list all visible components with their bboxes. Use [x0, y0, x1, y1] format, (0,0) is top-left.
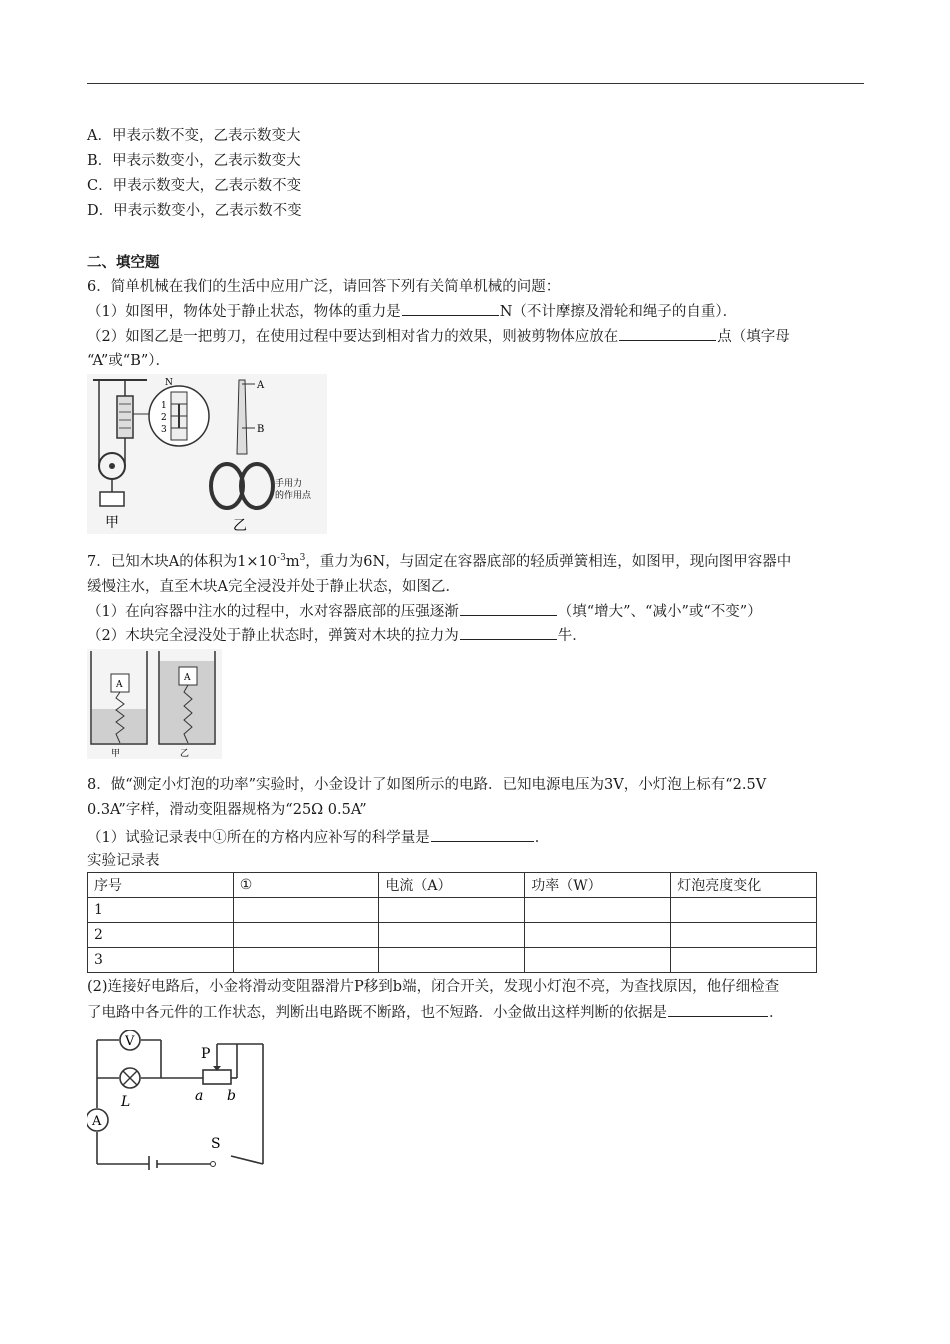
q7-answer-blank-1[interactable]	[460, 600, 557, 616]
lamp-label: L	[121, 1094, 131, 1110]
fig-label-b: B	[257, 424, 265, 435]
fig-label-n: N	[165, 378, 173, 388]
fig-hand-label-2: 的作用点	[275, 491, 312, 501]
q7-part1	[87, 600, 762, 623]
switch-label: S	[211, 1136, 221, 1152]
q6-part2-text-b: 点（填字母	[717, 329, 790, 345]
end-b-label: b	[227, 1088, 236, 1104]
ammeter-label: A	[92, 1114, 102, 1129]
q7-exponent-2: 3	[299, 553, 306, 564]
q8-part1-a: （1）试验记录表中①所在的方格内应补写的科学量是	[87, 830, 430, 846]
q6-part1-text-b: N（不计摩擦及滑轮和绳子的自重）．	[499, 304, 738, 320]
q7-line2: 缓慢注水，直至木块A完全浸没并处于静止状态，如图乙．	[87, 579, 460, 595]
q7-exponent: -3	[277, 553, 286, 564]
q8-part2-line1: (2)连接好电路后，小金将滑动变阻器滑片P移到b端，闭合开关，发现小灯泡不亮，为查找原因，他仔细检查	[87, 979, 780, 995]
q6-part1-text-a: （1）如图甲，物体处于静止状态，物体的重力是	[87, 304, 401, 320]
table-cell	[379, 948, 525, 973]
table-cell	[525, 948, 671, 973]
q8-part2-line2	[87, 1001, 784, 1024]
table-row	[88, 898, 817, 923]
q8-line2: 0.3A”字样，滑动变阻器规格为“25Ω 0.5A”	[87, 802, 367, 818]
fig7-caption-jia: 甲	[111, 749, 121, 759]
q7-figure	[87, 649, 222, 759]
option-d: D．甲表示数变小，乙表示数不变	[87, 203, 302, 219]
table-cell	[671, 898, 817, 923]
table-cell	[233, 898, 379, 923]
q7-part2-a: （2）木块完全浸没处于静止状态时，弹簧对木块的拉力为	[87, 628, 459, 644]
circuit-diagram	[87, 1030, 272, 1170]
table-cell	[525, 898, 671, 923]
table-row	[88, 948, 817, 973]
q6-answer-blank-2[interactable]	[619, 325, 716, 341]
table-cell	[671, 948, 817, 973]
table-cell	[671, 923, 817, 948]
table-header-cell: 电流（A）	[379, 873, 525, 898]
table-cell	[233, 948, 379, 973]
spring-scale-icon	[117, 396, 133, 438]
block-label-jia: A	[116, 680, 123, 690]
q7-part1-b: （填“增大”、“减小”或“不变”）	[557, 604, 762, 620]
q8-answer-blank-2[interactable]	[668, 1001, 768, 1017]
table-cell: 2	[88, 923, 234, 948]
table-row	[88, 923, 817, 948]
q6-part2-cont: “A”或“B”）．	[87, 353, 171, 369]
q7-answer-blank-2[interactable]	[460, 624, 557, 640]
table-header-cell: 功率（W）	[525, 873, 671, 898]
q8-line1: 8．做“测定小灯泡的功率”实验时，小金设计了如图所示的电路．已知电源电压为3V，小灯泡上标有“2.5V	[87, 777, 767, 793]
fig-label-a: A	[257, 380, 265, 391]
weight-block-icon	[100, 492, 124, 506]
option-c: C．甲表示数变大，乙表示数不变	[87, 178, 302, 194]
table-header-cell: 灯泡亮度变化	[671, 873, 817, 898]
table-header-cell: 序号	[88, 873, 234, 898]
q8-part2-b: ．	[769, 1005, 784, 1021]
fig7-caption-yi: 乙	[180, 749, 190, 759]
q7-part2	[87, 624, 587, 647]
q7-line1-b: m	[285, 554, 300, 570]
section-title: 二、填空题	[87, 254, 160, 271]
slider-label: P	[201, 1046, 211, 1062]
table-cell	[379, 898, 525, 923]
table-cell: 3	[88, 948, 234, 973]
q6-part1	[87, 300, 737, 323]
scissors-icon	[237, 380, 247, 454]
voltmeter-label: V	[125, 1034, 135, 1049]
header-rule	[87, 83, 864, 84]
q8-part2-a: 了电路中各元件的工作状态，判断出电路既不断路，也不短路．小金做出这样判断的依据是	[87, 1005, 667, 1021]
switch-icon	[211, 1162, 216, 1167]
option-a: A．甲表示数不变，乙表示数变大	[87, 128, 301, 144]
table-cell	[525, 923, 671, 948]
q8-answer-blank-1[interactable]	[431, 826, 534, 842]
fig-caption-yi: 乙	[233, 518, 247, 534]
experiment-record-table	[87, 872, 817, 973]
q6-stem: 6．简单机械在我们的生活中应用广泛，请回答下列有关简单机械的问题：	[87, 279, 561, 295]
table-cell	[379, 923, 525, 948]
fig-caption-jia: 甲	[105, 515, 119, 531]
option-b: B．甲表示数变小，乙表示数变大	[87, 153, 301, 169]
table-cell	[233, 923, 379, 948]
scale-mark-1: 1	[161, 401, 167, 411]
table-cell: 1	[88, 898, 234, 923]
q7-line1	[87, 551, 791, 573]
q6-answer-blank-1[interactable]	[402, 300, 499, 316]
end-a-label: a	[195, 1088, 204, 1104]
table-caption: 实验记录表	[87, 853, 160, 869]
fig-hand-label-1: 手用力	[275, 479, 303, 489]
q8-part1-b: ．	[534, 830, 550, 846]
scale-mark-3: 3	[161, 425, 167, 435]
q6-part2-text-a: （2）如图乙是一把剪刀，在使用过程中要达到相对省力的效果，则被剪物体应放在	[87, 329, 619, 345]
block-label-yi: A	[184, 673, 191, 683]
q6-part2	[87, 325, 790, 348]
q8-part1	[87, 826, 549, 849]
q7-line1-a: 7．已知木块A的体积为1×10	[87, 554, 278, 570]
q6-figure	[87, 374, 327, 534]
q7-part2-b: 牛．	[557, 628, 587, 644]
q7-part1-a: （1）在向容器中注水的过程中，水对容器底部的压强逐渐	[87, 604, 459, 620]
table-header-cell: ①	[233, 873, 379, 898]
q7-line1-c: ，重力为6N，与固定在容器底部的轻质弹簧相连，如图甲，现向图甲容器中	[305, 554, 792, 570]
scale-mark-2: 2	[161, 413, 167, 423]
table-header-row	[88, 873, 817, 898]
